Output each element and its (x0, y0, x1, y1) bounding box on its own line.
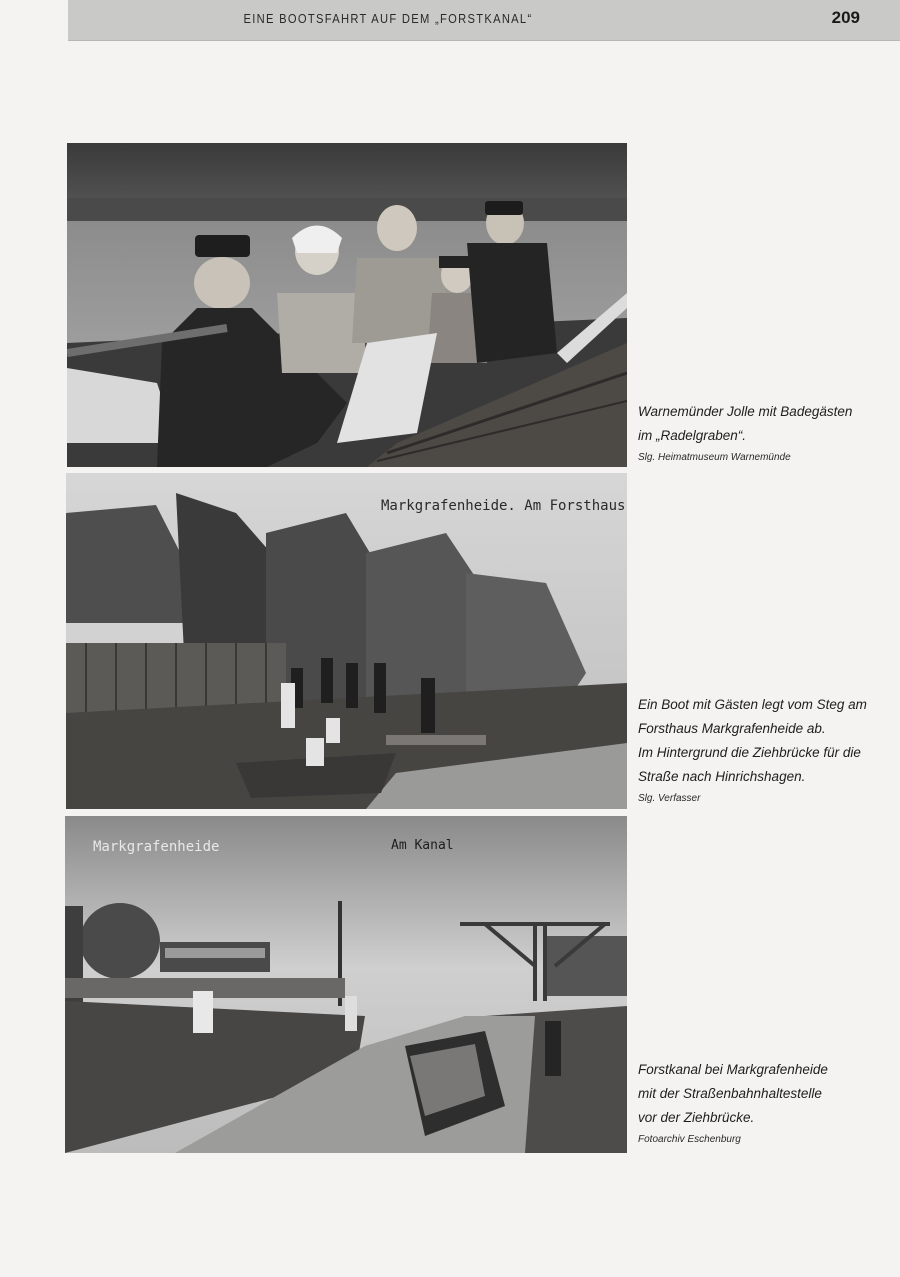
photo-forstkanal (65, 816, 627, 1153)
caption-line: im „Radelgraben“. (638, 428, 747, 443)
caption-line: mit der Straßenbahnhaltestelle (638, 1086, 822, 1101)
photo-overlay-text-right: Am Kanal (391, 838, 454, 853)
caption-line: Ein Boot mit Gästen legt vom Steg am (638, 697, 867, 712)
page-number: 209 (831, 8, 860, 27)
caption-photo-2 (638, 693, 888, 807)
photo-credit: Fotoarchiv Eschenburg (638, 1134, 741, 1145)
caption-line: Forsthaus Markgrafenheide ab. (638, 721, 826, 736)
photo-boat-with-bathers (67, 143, 627, 467)
caption-line: vor der Ziehbrücke. (638, 1110, 755, 1125)
running-head: EINE BOOTSFAHRT AUF DEM „FORSTKANAL“ (243, 11, 533, 26)
photo-credit: Slg. Heimatmuseum Warnemünde (638, 452, 791, 463)
caption-line: Forstkanal bei Markgrafenheide (638, 1062, 828, 1077)
caption-line: Warnemünder Jolle mit Badegästen (638, 404, 853, 419)
photo-forsthaus (66, 473, 627, 809)
photo-canal-illustration (65, 816, 627, 1153)
caption-line: Straße nach Hinrichshagen. (638, 769, 806, 784)
photo-overlay-text-left: Markgrafenheide (93, 839, 220, 855)
caption-photo-3 (638, 1058, 888, 1148)
caption-line: Im Hintergrund die Ziehbrücke für die (638, 745, 861, 760)
page-header (68, 0, 900, 41)
caption-photo-1 (638, 400, 888, 466)
photo-boat-illustration (67, 143, 627, 467)
photo-forsthaus-illustration (66, 473, 627, 809)
photo-overlay-text: Markgrafenheide. Am Forsthaus (381, 498, 626, 514)
photo-credit: Slg. Verfasser (638, 793, 701, 804)
